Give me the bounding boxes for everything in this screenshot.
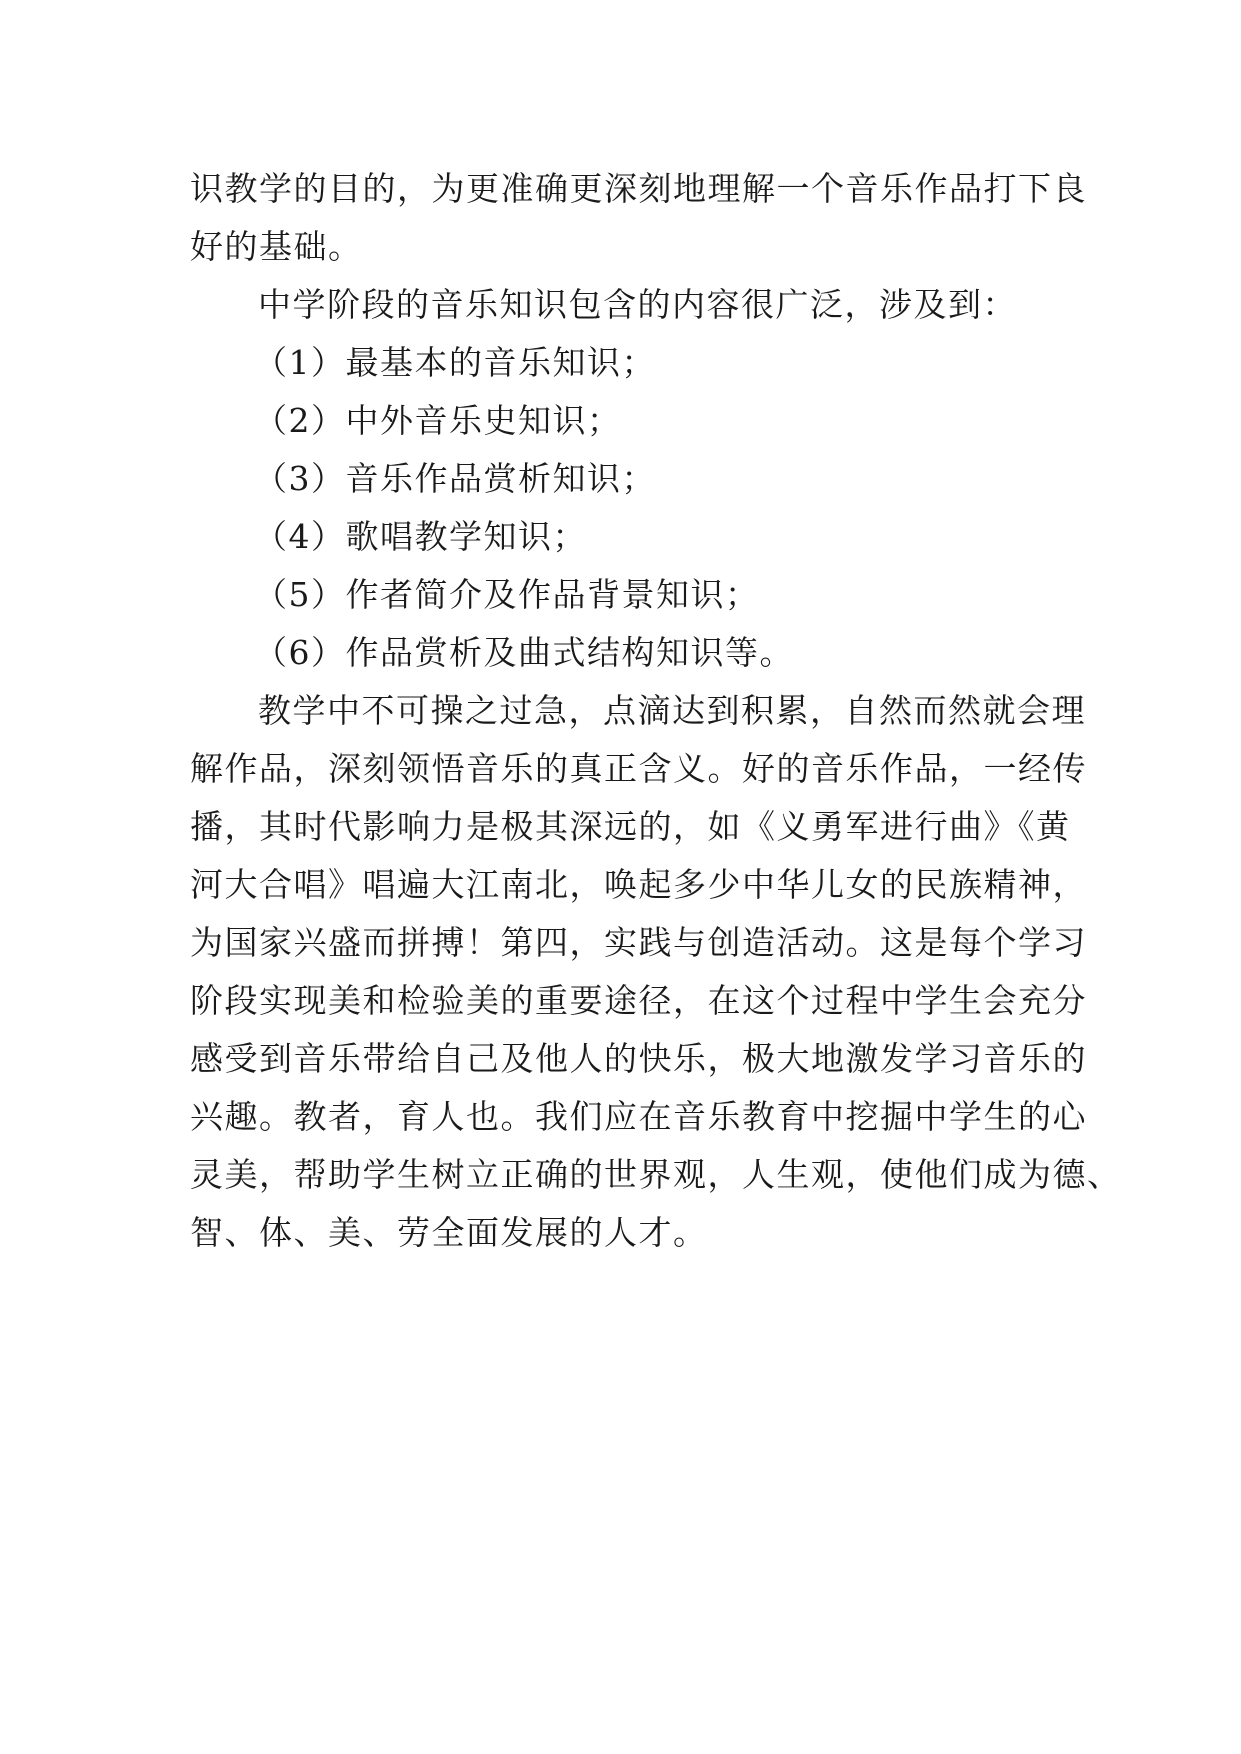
- text-line: 智、体、美、劳全面发展的人才。: [190, 1213, 708, 1252]
- list-item: （1）最基本的音乐知识；: [254, 343, 656, 382]
- list-item: （5）作者简介及作品背景知识；: [254, 575, 760, 614]
- text-line: 兴趣。教者，育人也。我们应在音乐教育中挖掘中学生的心: [190, 1097, 1087, 1136]
- text-line: 解作品，深刻领悟音乐的真正含义。好的音乐作品，一经传: [190, 749, 1087, 788]
- list-item: （3）音乐作品赏析知识；: [254, 459, 656, 498]
- text-line: 好的基础。: [190, 227, 363, 266]
- text-line: 灵美，帮助学生树立正确的世界观，人生观，使他们成为德、: [190, 1155, 1122, 1194]
- text-line: 为国家兴盛而拼搏！第四，实践与创造活动。这是每个学习: [190, 923, 1087, 962]
- paragraph-start-line: 教学中不可操之过急，点滴达到积累，自然而然就会理: [258, 691, 1086, 730]
- text-line: 识教学的目的，为更准确更深刻地理解一个音乐作品打下良: [190, 169, 1087, 208]
- paragraph-start-line: 中学阶段的音乐知识包含的内容很广泛，涉及到：: [258, 285, 1017, 324]
- text-line: 阶段实现美和检验美的重要途径，在这个过程中学生会充分: [190, 981, 1087, 1020]
- list-item: （4）歌唱教学知识；: [254, 517, 587, 556]
- text-line: 播，其时代影响力是极其深远的，如《义勇军进行曲》《黄: [190, 807, 1071, 846]
- text-line: 感受到音乐带给自己及他人的快乐，极大地激发学习音乐的: [190, 1039, 1087, 1078]
- list-item: （6）作品赏析及曲式结构知识等。: [254, 633, 794, 672]
- document-body: [190, 160, 1122, 1262]
- text-line: 河大合唱》唱遍大江南北，唤起多少中华儿女的民族精神，: [190, 865, 1087, 904]
- list-item: （2）中外音乐史知识；: [254, 401, 622, 440]
